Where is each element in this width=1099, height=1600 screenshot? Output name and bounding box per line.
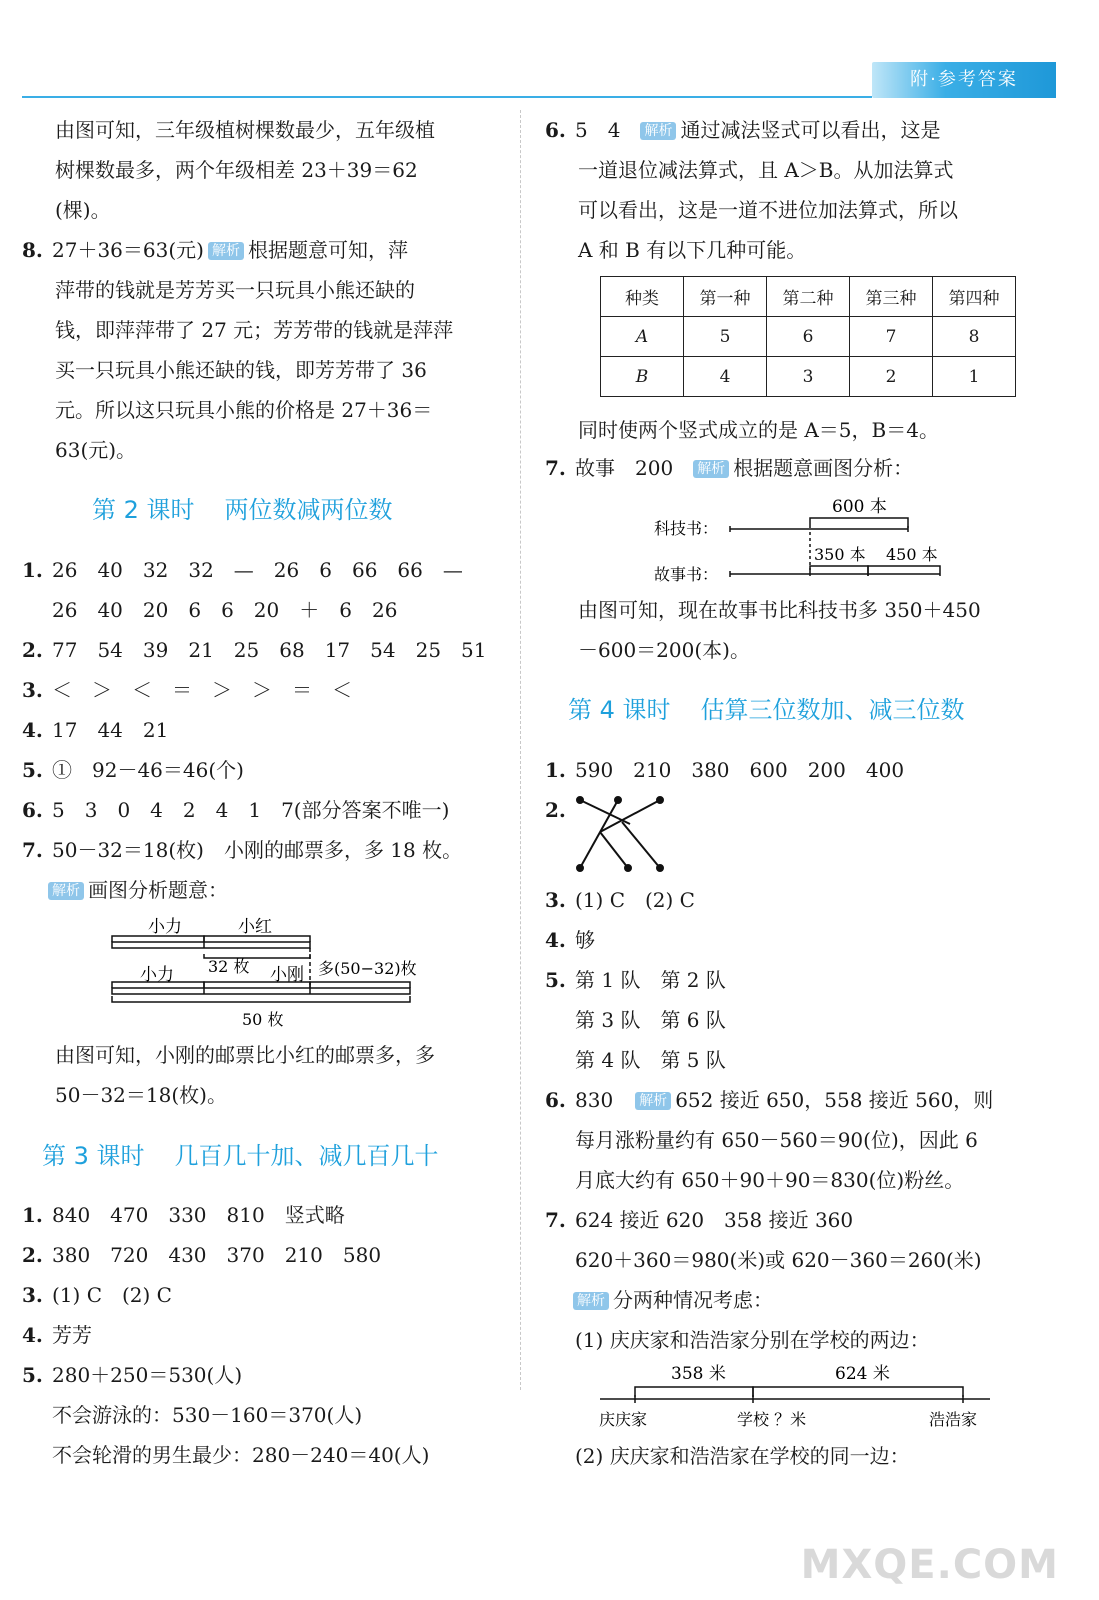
answer-row: [22, 750, 487, 790]
table-row: [601, 357, 1016, 397]
q6-conclusion: 同时使两个竖式成立的是 A＝5，B＝4。: [578, 418, 939, 442]
answer-row: [22, 790, 487, 830]
answer-row: [22, 710, 487, 750]
lesson-number: 第 2 课时: [92, 496, 195, 524]
answer-row: [22, 550, 487, 590]
table-cell: 4: [684, 357, 767, 397]
question-6: [545, 110, 958, 270]
answer: 故事 200: [575, 456, 674, 480]
question-number: 5.: [22, 758, 43, 782]
question-number: 4.: [22, 1323, 43, 1347]
analysis-line: 钱，即萍萍带了 27 元；芳芳带的钱就是萍萍: [55, 318, 454, 342]
watermark: MXQE.COM: [800, 1542, 1059, 1588]
answer-row: [22, 1235, 429, 1275]
answer-row: [22, 590, 487, 630]
analysis-badge: 解析: [48, 882, 84, 900]
answer-text: 5 3 0 4 2 4 1 7(部分答案不唯一): [52, 798, 450, 822]
intro-line: 由图可知，三年级植树棵数最少，五年级植: [55, 118, 435, 142]
analysis-badge: 解析: [208, 242, 244, 260]
column-divider: [520, 110, 521, 1390]
question-number: 3.: [545, 888, 566, 912]
stamp-diagram: [100, 910, 460, 1035]
question-number: 1.: [22, 1203, 43, 1227]
label-qingqing: 庆庆家: [599, 1410, 648, 1429]
label-xiaogang: 小刚: [270, 965, 304, 985]
table-header-cell: 种类: [601, 277, 684, 317]
answer-row: [22, 1395, 429, 1435]
answer-row: [22, 1435, 429, 1475]
answer: 27＋36＝63(元): [52, 238, 204, 262]
analysis-line: 每月涨粉量约有 650－560＝90(位)，因此 6: [575, 1128, 978, 1152]
question-number: 6.: [545, 1088, 566, 1112]
analysis-line: 63(元)。: [55, 438, 137, 462]
analysis-line: 买一只玩具小熊还缺的钱，即芳芳带了 36: [55, 358, 427, 382]
label-50: 50 枚: [242, 1010, 284, 1029]
question-number: 8.: [22, 238, 43, 262]
table-row: [601, 317, 1016, 357]
analysis-badge: 解析: [640, 122, 676, 140]
lesson-number: 第 4 课时: [568, 696, 671, 724]
analysis-badge: 解析: [693, 460, 729, 478]
analysis-line: A 和 B 有以下几种可能。: [578, 238, 807, 262]
label-xiaoli-bottom: 小力: [140, 965, 174, 985]
answer-text: 77 54 39 21 25 68 17 54 25 51: [52, 638, 487, 662]
label-32: 32 枚: [208, 957, 250, 976]
case-1-text: (1) 庆庆家和浩浩家分别在学校的两边：: [575, 1328, 930, 1352]
conclusion-line: 由图可知，现在故事书比科技书多 350＋450: [578, 598, 981, 622]
lesson-4-answers: [545, 880, 993, 1360]
table-cell: A: [601, 317, 684, 357]
question-number: 3.: [22, 1283, 43, 1307]
analysis-text: 通过减法竖式可以看出，这是: [680, 118, 941, 142]
lesson-2-answers: [22, 550, 487, 910]
question-8: [22, 230, 453, 470]
question-number: 1.: [22, 558, 43, 582]
question-number: 4.: [545, 928, 566, 952]
answer-text: 380 720 430 370 210 580: [52, 1243, 382, 1267]
answer-row: [545, 920, 993, 960]
answer-text: 不会游泳的：530－160＝370(人): [52, 1403, 363, 1427]
table-header-cell: 第二种: [767, 277, 850, 317]
lesson-name: 估算三位数加、减三位数: [700, 696, 965, 724]
table-cell: 2: [850, 357, 933, 397]
answer: 5 4: [575, 118, 621, 142]
label-keji: 科技书：: [654, 519, 719, 538]
label-450: 450 本: [886, 545, 938, 564]
answer-row: [22, 830, 487, 870]
answer-row: [22, 670, 487, 710]
table-cell: 7: [850, 317, 933, 357]
answer: 830: [575, 1088, 614, 1112]
answer-text: (1) C (2) C: [52, 1283, 172, 1307]
answer-row: [22, 1275, 429, 1315]
answer-row: [545, 1000, 993, 1040]
label-school: 学校 ？米: [737, 1410, 807, 1429]
question-number: 7.: [545, 1208, 566, 1232]
label-more: 多(50−32)枚: [318, 959, 417, 978]
analysis-line: 萍带的钱就是芳芳买一只玩具小熊还缺的: [55, 278, 415, 302]
answer-text: 够: [575, 928, 595, 952]
answer-text: 26 40 20 6 6 20 ＋ 6 26: [52, 598, 398, 622]
label-600: 600 本: [832, 497, 887, 517]
answer-text: ＜ ＞ ＜ ＝ ＞ ＞ ＝ ＜: [52, 678, 352, 702]
book-diagram: [650, 488, 970, 588]
q7-conclusion: [578, 590, 981, 670]
lesson-4-title: [568, 690, 965, 730]
question-number: 2.: [545, 798, 566, 822]
label-624: 624 米: [835, 1364, 890, 1384]
answer-row: [22, 1355, 429, 1395]
conclusion-line: 50－32＝18(枚)。: [55, 1083, 227, 1107]
label-350: 350 本: [814, 545, 866, 564]
table-cell: 6: [767, 317, 850, 357]
answer-text: 第 1 队 第 2 队: [575, 968, 726, 992]
answer-row: [22, 630, 487, 670]
answer-text: 第 4 队 第 5 队: [575, 1048, 726, 1072]
analysis-row: [22, 870, 487, 910]
table-header-row: [601, 277, 1016, 317]
table-cell: 3: [767, 357, 850, 397]
table-header-cell: 第三种: [850, 277, 933, 317]
lesson-name: 几百几十加、减几百几十: [174, 1142, 439, 1170]
label-xiaoli-top: 小力: [148, 917, 182, 937]
question-number: 3.: [22, 678, 43, 702]
question-number: 2.: [22, 638, 43, 662]
answer-text: 不会轮滑的男生最少：280－240＝40(人): [52, 1443, 430, 1467]
label-xiaohong: 小红: [238, 917, 272, 937]
answer-text: 590 210 380 600 200 400: [575, 758, 905, 782]
answer-row: [22, 1315, 429, 1355]
question-number: 2.: [22, 1243, 43, 1267]
intro-line: (棵)。: [55, 198, 111, 222]
answer-row: [545, 1080, 993, 1120]
analysis-line: 可以看出，这是一道不进位加法算式，所以: [578, 198, 958, 222]
question-number: 5.: [545, 968, 566, 992]
question-number: 6.: [545, 118, 566, 142]
answer-text: 840 470 330 810 竖式略: [52, 1203, 345, 1227]
answer-text: 第 3 队 第 6 队: [575, 1008, 726, 1032]
conclusion-line: －600＝200(本)。: [578, 638, 750, 662]
table-cell: B: [601, 357, 684, 397]
distance-diagram: [595, 1355, 995, 1435]
answer-text: 17 44 21: [52, 718, 169, 742]
lesson-4-q1: [545, 750, 904, 790]
lesson-3-title: [42, 1136, 439, 1176]
table-cell: 8: [933, 317, 1016, 357]
conclusion-line: 由图可知，小刚的邮票比小红的邮票多，多: [55, 1043, 435, 1067]
answer-row: [545, 1200, 993, 1240]
table-cell: 5: [684, 317, 767, 357]
table-header-cell: 第一种: [684, 277, 767, 317]
label-358: 358 米: [671, 1364, 726, 1384]
question-number: 4.: [22, 718, 43, 742]
intro-line: 树棵数最多，两个年级相差 23＋39＝62: [55, 158, 418, 182]
analysis-line: 一道退位减法算式，且 A＞B。从加法算式: [578, 158, 954, 182]
label-gushi: 故事书：: [654, 565, 719, 584]
lesson-number: 第 3 课时: [42, 1142, 145, 1170]
answer-text: 芳芳: [52, 1323, 92, 1347]
answer-text: 280＋250＝530(人): [52, 1363, 243, 1387]
answer-row: [545, 960, 993, 1000]
question-number: 1.: [545, 758, 566, 782]
answer-row: [22, 1195, 429, 1235]
table-cell: 1: [933, 357, 1016, 397]
question-number: 7.: [22, 838, 43, 862]
answer-text: ① 92－46＝46(个): [52, 758, 244, 782]
lesson-name: 两位数减两位数: [224, 496, 393, 524]
analysis-line: 月底大约有 650＋90＋90＝830(位)粉丝。: [575, 1168, 965, 1192]
analysis-text: 分两种情况考虑：: [613, 1288, 773, 1312]
answer-text: 50－32＝18(枚) 小刚的邮票多，多 18 枚。: [52, 838, 463, 862]
analysis-line: 元。所以这只玩具小熊的价格是 27＋36＝: [55, 398, 433, 422]
possibility-table: [600, 276, 1016, 397]
answer-text: 620＋360＝980(米)或 620－360＝260(米): [575, 1248, 982, 1272]
label-haohao: 浩浩家: [929, 1410, 978, 1429]
l2-q7-conclusion: [55, 1035, 435, 1115]
answer-text: 624 接近 620 358 接近 360: [575, 1208, 854, 1232]
answer-text: (1) C (2) C: [575, 888, 695, 912]
intro-block: [55, 110, 435, 230]
lesson-2-title: [92, 490, 393, 530]
header-tab: 附·参考答案: [872, 62, 1056, 98]
analysis-badge: 解析: [635, 1092, 671, 1110]
analysis-text: 根据题意可知，萍: [247, 238, 408, 262]
question-number: 7.: [545, 456, 566, 480]
answer-row: [545, 880, 993, 920]
case-2-text: (2) 庆庆家和浩浩家在学校的同一边：: [575, 1444, 910, 1468]
analysis-badge: 解析: [573, 1292, 609, 1310]
matching-lines-figure: [570, 792, 670, 876]
header-rule: [22, 96, 872, 98]
answer-text: 26 40 32 32 — 26 6 66 66 —: [52, 558, 463, 582]
analysis-text: 根据题意画图分析：: [733, 456, 914, 480]
answer-row: [545, 1040, 993, 1080]
question-number: 6.: [22, 798, 43, 822]
question-number: 5.: [22, 1363, 43, 1387]
table-header-cell: 第四种: [933, 277, 1016, 317]
lesson-3-answers: [22, 1195, 429, 1475]
analysis-text: 652 接近 650，558 接近 560，则: [675, 1088, 994, 1112]
analysis-text: 画图分析题意：: [88, 878, 228, 902]
question-7: [545, 448, 913, 488]
